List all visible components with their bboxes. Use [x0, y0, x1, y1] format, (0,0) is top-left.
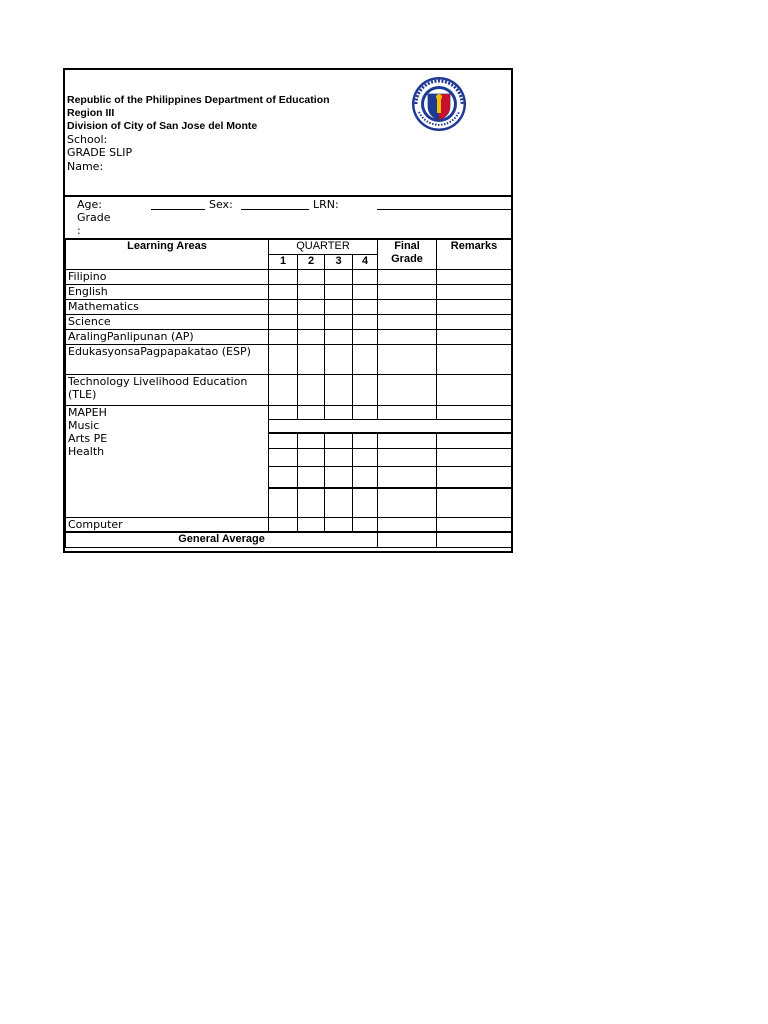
grade-cell[interactable]	[325, 405, 353, 419]
table-row	[66, 269, 512, 284]
final-grade-cell[interactable]	[378, 269, 437, 284]
grade-cell[interactable]	[353, 374, 378, 405]
school-label: School:	[67, 133, 108, 146]
grade-cell[interactable]	[325, 269, 353, 284]
subject-computer: Computer	[66, 517, 269, 532]
name-label: Name:	[67, 160, 104, 173]
region: Region III	[67, 107, 115, 119]
subject-english: English	[66, 284, 269, 299]
grade-cell[interactable]	[298, 488, 325, 517]
grade-cell[interactable]	[325, 433, 353, 448]
grade-cell[interactable]	[353, 517, 378, 532]
remarks-cell[interactable]	[437, 466, 512, 488]
age-field[interactable]	[151, 209, 205, 210]
lrn-label: LRN:	[313, 198, 339, 211]
grade-cell[interactable]	[269, 517, 298, 532]
grade-cell[interactable]	[353, 269, 378, 284]
table-row	[66, 344, 512, 374]
general-average-final-cell[interactable]	[378, 532, 437, 547]
form-title: GRADE SLIP	[67, 146, 133, 159]
remarks-cell[interactable]	[437, 405, 512, 419]
learning-areas-header: Learning Areas	[66, 239, 269, 269]
grade-label: Grade	[77, 211, 111, 224]
grade-cell[interactable]	[298, 299, 325, 314]
grade-cell[interactable]	[298, 269, 325, 284]
remarks-cell[interactable]	[437, 374, 512, 405]
grade-cell[interactable]	[325, 329, 353, 344]
lrn-field[interactable]	[377, 209, 511, 210]
remarks-header: Remarks	[437, 239, 512, 269]
grade-cell[interactable]	[325, 284, 353, 299]
general-average-label: General Average	[66, 532, 378, 547]
table-row	[66, 374, 512, 405]
grade-cell[interactable]	[269, 314, 298, 329]
final-grade-cell[interactable]	[378, 466, 437, 488]
grade-cell[interactable]	[353, 448, 378, 466]
subject-mapeh-group	[66, 405, 269, 517]
header	[65, 70, 511, 195]
final-grade-cell[interactable]	[378, 405, 437, 419]
grade-cell[interactable]	[353, 314, 378, 329]
info-top-rule	[149, 195, 511, 197]
grade-colon: :	[77, 224, 81, 237]
grade-cell[interactable]	[353, 488, 378, 517]
age-label: Age:	[77, 198, 102, 211]
subject-music: Music	[68, 418, 100, 432]
final-grade-header: Final Grade	[378, 239, 437, 269]
final-grade-cell[interactable]	[378, 284, 437, 299]
final-grade-cell[interactable]	[378, 374, 437, 405]
final-grade-cell[interactable]	[378, 448, 437, 466]
grade-cell[interactable]	[298, 344, 325, 374]
grade-cell[interactable]	[353, 344, 378, 374]
grade-cell[interactable]	[353, 299, 378, 314]
remarks-cell[interactable]	[437, 433, 512, 448]
quarter-2-header: 2	[298, 254, 325, 269]
final-grade-cell[interactable]	[378, 344, 437, 374]
quarter-1-header: 1	[269, 254, 298, 269]
quarter-4-header: 4	[353, 254, 378, 269]
grade-cell[interactable]	[298, 405, 325, 419]
table-row	[66, 314, 512, 329]
final-grade-cell[interactable]	[378, 433, 437, 448]
remarks-cell[interactable]	[437, 488, 512, 517]
grade-cell[interactable]	[325, 374, 353, 405]
subject-filipino: Filipino	[66, 269, 269, 284]
subject-arts-pe: Arts PE	[68, 431, 108, 445]
grade-cell[interactable]	[298, 374, 325, 405]
grade-cell[interactable]	[353, 433, 378, 448]
grade-cell[interactable]	[269, 488, 298, 517]
table-row	[66, 517, 512, 532]
remarks-cell[interactable]	[437, 269, 512, 284]
grade-cell[interactable]	[298, 433, 325, 448]
grade-cell[interactable]	[269, 269, 298, 284]
grade-cell[interactable]	[353, 284, 378, 299]
grade-cell[interactable]	[353, 405, 378, 419]
grade-slip	[63, 68, 513, 553]
table-row	[66, 532, 512, 547]
remarks-cell[interactable]	[437, 448, 512, 466]
subject-esp: EdukasyonsaPagpapakatao (ESP)	[66, 344, 269, 374]
general-average-remarks-cell[interactable]	[437, 532, 512, 547]
subject-tle: Technology Livelihood Education (TLE)	[66, 374, 269, 405]
grade-cell[interactable]	[325, 517, 353, 532]
grade-cell[interactable]	[325, 488, 353, 517]
grade-cell[interactable]	[298, 466, 325, 488]
division: Division of City of San Jose del Monte	[67, 120, 258, 132]
final-grade-cell[interactable]	[378, 329, 437, 344]
subject-mathematics: Mathematics	[66, 299, 269, 314]
grade-cell[interactable]	[298, 314, 325, 329]
grade-cell[interactable]	[353, 329, 378, 344]
grade-cell[interactable]	[325, 314, 353, 329]
student-info-row	[65, 195, 511, 240]
agency-title: Republic of the Philippines Department of Education	[67, 94, 330, 106]
remarks-cell[interactable]	[437, 329, 512, 344]
grade-cell[interactable]	[269, 405, 298, 419]
remarks-cell[interactable]	[437, 517, 512, 532]
table-row	[66, 329, 512, 344]
grade-cell[interactable]	[269, 329, 298, 344]
remarks-cell[interactable]	[437, 344, 512, 374]
subject-mapeh: MAPEH	[68, 405, 107, 419]
grade-cell[interactable]	[269, 433, 298, 448]
grade-cell[interactable]	[298, 448, 325, 466]
grade-cell[interactable]	[325, 466, 353, 488]
grade-cell[interactable]	[353, 466, 378, 488]
final-grade-cell[interactable]	[378, 299, 437, 314]
grade-cell[interactable]	[269, 284, 298, 299]
grade-cell[interactable]	[325, 299, 353, 314]
sex-label: Sex:	[209, 198, 233, 211]
grade-cell[interactable]	[298, 284, 325, 299]
remarks-cell[interactable]	[437, 314, 512, 329]
grade-cell[interactable]	[298, 329, 325, 344]
subject-ap: AralingPanlipunan (AP)	[66, 329, 269, 344]
subject-health: Health	[68, 444, 105, 458]
subject-science: Science	[66, 314, 269, 329]
final-grade-cell[interactable]	[378, 488, 437, 517]
grade-cell[interactable]	[325, 448, 353, 466]
deped-seal-logo	[411, 76, 467, 132]
quarter-header: QUARTER	[269, 239, 378, 254]
remarks-cell[interactable]	[437, 299, 512, 314]
grades-table	[65, 238, 512, 548]
final-grade-cell[interactable]	[378, 314, 437, 329]
table-row	[66, 299, 512, 314]
grade-cell[interactable]	[269, 299, 298, 314]
grade-cell[interactable]	[269, 344, 298, 374]
grade-cell[interactable]	[298, 517, 325, 532]
table-row	[66, 405, 512, 419]
quarter-3-header: 3	[325, 254, 353, 269]
grade-cell[interactable]	[269, 466, 298, 488]
grade-cell[interactable]	[325, 344, 353, 374]
grade-cell[interactable]	[269, 374, 298, 405]
final-grade-cell[interactable]	[378, 517, 437, 532]
table-row	[66, 284, 512, 299]
remarks-cell[interactable]	[437, 284, 512, 299]
mapeh-divider-cell	[269, 419, 512, 433]
grade-cell[interactable]	[269, 448, 298, 466]
sex-field[interactable]	[241, 209, 309, 210]
